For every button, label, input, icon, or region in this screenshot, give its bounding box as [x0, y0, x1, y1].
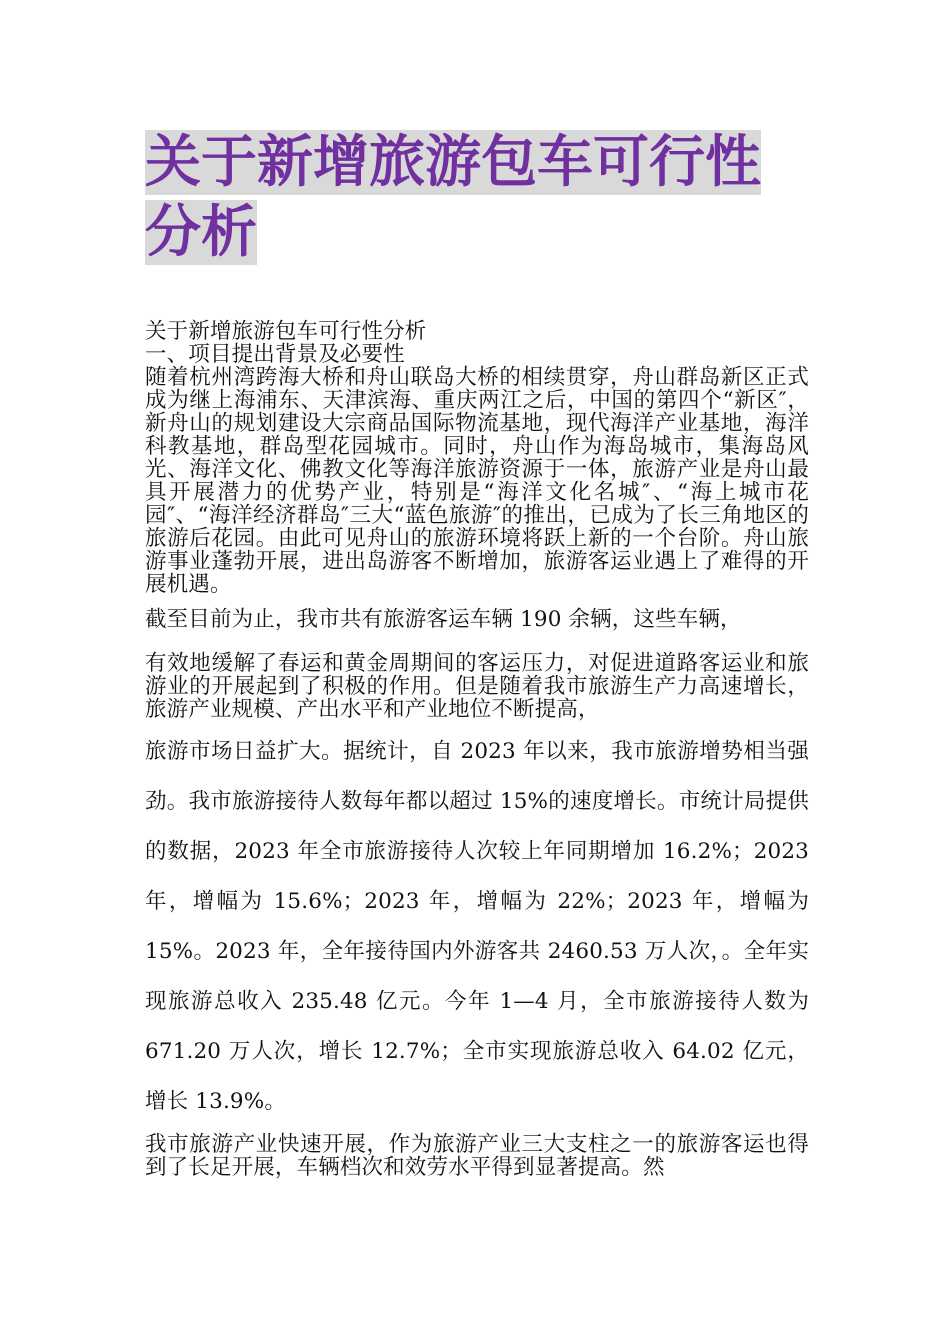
- paragraph-vehicles-effect: 有效地缓解了春运和黄金周期间的客运压力，对促进道路客运业和旅游业的开展起到了积极的作用。但是随着我市旅游生产力高速增长，旅游产业规模、产出水平和产业地位不断提高，: [145, 651, 809, 722]
- section-heading: 一、项目提出背景及必要性: [145, 342, 405, 367]
- doc-heading-line: 关于新增旅游包车可行性分析: [145, 319, 427, 344]
- paragraph-vehicles-count: 截至目前为止，我市共有旅游客运车辆 190 余辆，这些车辆，: [145, 607, 742, 632]
- paragraph-development: 我市旅游产业快速开展，作为旅游产业三大支柱之一的旅游客运也得到了长足开展，车辆档次和效劳水平得到显著提高。然: [145, 1132, 809, 1180]
- document-body: [145, 320, 809, 1179]
- paragraph-background: 随着杭州湾跨海大桥和舟山联岛大桥的相续贯穿，舟山群岛新区正式成为继上海浦东、天津滨海、重庆两江之后，中国的第四个“新区″，新舟山的规划建设大宗商品国际物流基地，现代海洋产业基地，海洋科教基地，群岛型花园城市。同时，舟山作为海岛城市，集海岛风光、海洋文化、佛教文化等海洋旅游资源于一体，旅游产业是舟山最具开展潜力的优势产业，特别是“海洋文化名城″、“海上城市花园″、“海洋经济群岛″三大“蓝色旅游″的推出，已成为了长三角地区的旅游后花园。由此可见舟山的旅游环境将跃上新的一个台阶。舟山旅游事业蓬勃开展，进出岛游客不断增加，旅游客运业遇上了难得的开展机遇。: [145, 365, 809, 597]
- paragraph-statistics: 旅游市场日益扩大。据统计，自 2023 年以来，我市旅游增势相当强劲。我市旅游接待人数每年都以超过 15%的速度增长。市统计局提供的数据，2023 年全市旅游接待人次较上年同期增加 16.2%；2023 年，增幅为 15.6%；2023 年，增幅为 22%；2023 年，增幅为 15%。2023 年，全年接待国内外游客共 2460.53 万人次，。全年实现旅游总收入 235.48 亿元。今年 1—4 月，全市旅游接待人数为 671.20 万人次，增长 12.7%；全市实现旅游总收入 64.02 亿元，增长 13.9%。: [145, 739, 809, 1114]
- document-title-text: 关于新增旅游包车可行性分析: [145, 130, 761, 265]
- document-title: [145, 128, 815, 268]
